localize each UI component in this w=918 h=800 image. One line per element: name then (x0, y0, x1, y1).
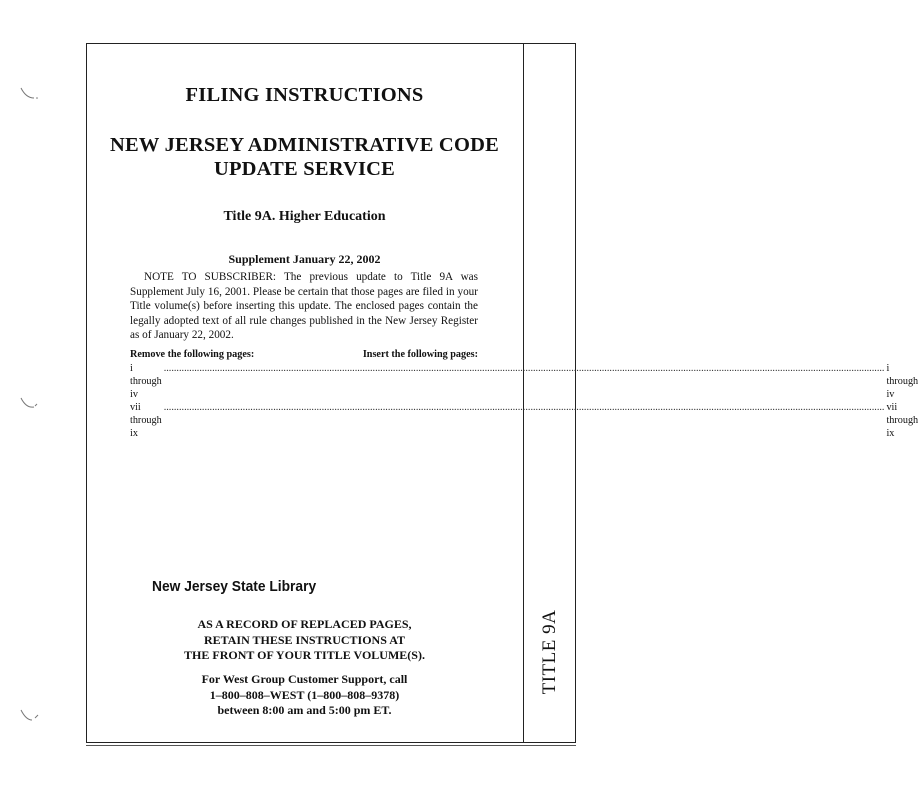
spine-divider (523, 43, 524, 743)
dot-leader: ........................................................................................................................................................................................................................................................................................... (163, 363, 885, 374)
record-line: THE FRONT OF YOUR TITLE VOLUME(S). (184, 648, 425, 662)
binder-hole-mark (18, 708, 40, 724)
customer-support (88, 672, 521, 719)
insert-range: vii through ix (886, 402, 918, 439)
remove-header: Remove the following pages: (130, 349, 255, 360)
page-table-row (130, 362, 918, 401)
page-title: FILING INSTRUCTIONS (185, 84, 424, 106)
support-line: For West Group Customer Support, call (201, 672, 408, 686)
code-heading-line2: UPDATE SERVICE (213, 158, 396, 180)
subscriber-note: NOTE TO SUBSCRIBER: The previous update to Title 9A was Supplement July 16, 2001. Please be certain that those pages are filed in your Title volume(s) before inserting this update. The enclosed pages contain the legally adopted text of all rule changes published in the New Jersey Register as of January 22, 2002. (130, 271, 478, 342)
library-stamp: New Jersey State Library (152, 578, 317, 595)
binder-hole-mark (18, 86, 40, 102)
support-hours: between 8:00 am and 5:00 pm ET. (217, 703, 392, 717)
remove-range: i through iv (130, 363, 162, 400)
record-instructions (88, 617, 521, 664)
insert-header: Insert the following pages: (362, 349, 478, 360)
page-replacement-table (130, 348, 918, 440)
spine-label: TITLE 9A (539, 609, 560, 695)
binder-hole-mark (18, 396, 40, 412)
supplement-date: Supplement January 22, 2002 (228, 252, 381, 266)
frame-bottom-rule (86, 745, 576, 746)
record-line: AS A RECORD OF REPLACED PAGES, (197, 617, 412, 631)
title-heading: Title 9A. Higher Education (223, 209, 386, 224)
dot-leader: ........................................................................................................................................................................................................................................................................................... (163, 402, 885, 413)
support-phone: 1–800–808–WEST (1–800–808–9378) (209, 687, 400, 702)
code-heading-line1: NEW JERSEY ADMINISTRATIVE CODE (110, 134, 499, 156)
code-heading (88, 133, 521, 181)
insert-range: i through iv (886, 363, 918, 400)
record-line: RETAIN THESE INSTRUCTIONS AT (203, 632, 406, 647)
remove-range: vii through ix (130, 402, 162, 439)
page-table-header (130, 348, 478, 361)
page-table-row (130, 401, 918, 440)
